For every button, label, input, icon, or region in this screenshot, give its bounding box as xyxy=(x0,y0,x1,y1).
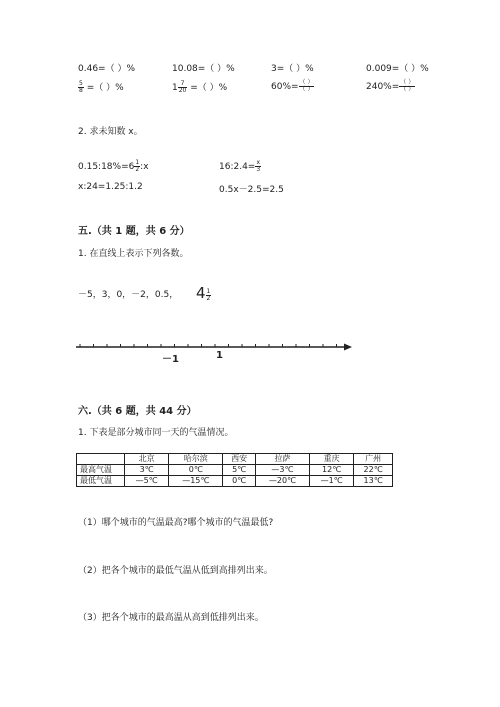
table-cell: —20℃ xyxy=(255,476,309,487)
equation-4: 0.5x－2.5=2.5 xyxy=(219,185,284,195)
fraction-q-4: 240%= $\frac{( )}{( )}$ xyxy=(366,79,415,93)
column-header-cell: 拉萨 xyxy=(255,454,309,465)
temperature-table xyxy=(76,453,393,487)
table-header-row xyxy=(77,454,393,465)
mixed-number: 4 $\frac{1}{2}$ xyxy=(196,284,211,302)
section-5-title: 五.（共 1 题，共 6 分） xyxy=(78,226,190,237)
sub-question-1: （1）哪个城市的气温最高?哪个城市的气温最低? xyxy=(78,518,274,528)
percent-q-4: 0.009=（ ）% xyxy=(366,64,429,74)
fraction: $\frac{5}{8}$ xyxy=(79,80,83,94)
number-line xyxy=(70,336,360,362)
column-header-cell: 哈尔滨 xyxy=(169,454,223,465)
percent-q-2: 10.08=（ ）% xyxy=(172,64,235,74)
fraction-q-3: 60%= $\frac{( )}{( )}$ xyxy=(271,79,314,93)
table-cell: 13℃ xyxy=(354,476,393,487)
table-cell: —1℃ xyxy=(309,476,353,487)
row-header-cell xyxy=(77,454,125,465)
numbers-list: －5，3，0，－2，0.5， xyxy=(78,290,179,300)
percent-q-3: 3=（ ）% xyxy=(271,64,314,74)
arrow-right-icon xyxy=(344,344,352,351)
table-cell: 5℃ xyxy=(223,465,256,476)
table-cell: —3℃ xyxy=(255,465,309,476)
table-cell: —15℃ xyxy=(169,476,223,487)
table-cell: 12℃ xyxy=(309,465,353,476)
section-6-title: 六.（共 6 题，共 44 分） xyxy=(78,406,197,417)
table-cell: 22℃ xyxy=(354,465,393,476)
fraction: $\frac{7}{20}$ xyxy=(178,80,187,94)
fraction: $\frac{( )}{( )}$ xyxy=(299,79,314,93)
fraction: $\frac{x}{3}$ xyxy=(256,159,261,173)
section-5-question: 1. 在直线上表示下列各数。 xyxy=(78,249,189,259)
table-cell: 3℃ xyxy=(125,465,169,476)
fraction: $\frac{1}{2}$ xyxy=(135,159,140,173)
axis-label-neg-1: －1 xyxy=(162,354,179,365)
sub-question-2: （2）把各个城市的最低气温从低到高排列出来。 xyxy=(78,566,273,576)
column-header-cell: 重庆 xyxy=(309,454,353,465)
question-2-title: 2. 求未知数 x。 xyxy=(78,127,143,137)
fraction: $\frac{( )}{( )}$ xyxy=(400,79,415,93)
column-header-cell: 西安 xyxy=(223,454,256,465)
fraction: $\frac{1}{2}$ xyxy=(206,288,211,302)
equation-1: 0.15:18%=6 $\frac{1}{2}$ :x xyxy=(78,159,149,173)
sub-question-3: （3）把各个城市的最高温从高到低排列出来。 xyxy=(78,613,264,623)
fraction-q-2: 1 $\frac{7}{20}$ =（ ）% xyxy=(172,80,228,94)
table-cell: 0℃ xyxy=(169,465,223,476)
equation-3: x:24=1.25:1.2 xyxy=(78,182,143,192)
equation-2: 16:2.4= $\frac{x}{3}$ xyxy=(219,159,261,173)
row-header-cell: 最低气温 xyxy=(77,476,125,487)
axis-label-1: 1 xyxy=(216,350,223,361)
table-row xyxy=(77,476,393,487)
row-header-cell: 最高气温 xyxy=(77,465,125,476)
percent-q-1: 0.46=（ ）% xyxy=(78,64,135,74)
column-header-cell: 北京 xyxy=(125,454,169,465)
table-row xyxy=(77,465,393,476)
section-6-question: 1. 下表是部分城市同一天的气温情况。 xyxy=(78,428,234,438)
column-header-cell: 广州 xyxy=(354,454,393,465)
table-cell: 0℃ xyxy=(223,476,256,487)
table-cell: —5℃ xyxy=(125,476,169,487)
fraction-q-1: $\frac{5}{8}$ =（ ）% xyxy=(79,80,124,94)
